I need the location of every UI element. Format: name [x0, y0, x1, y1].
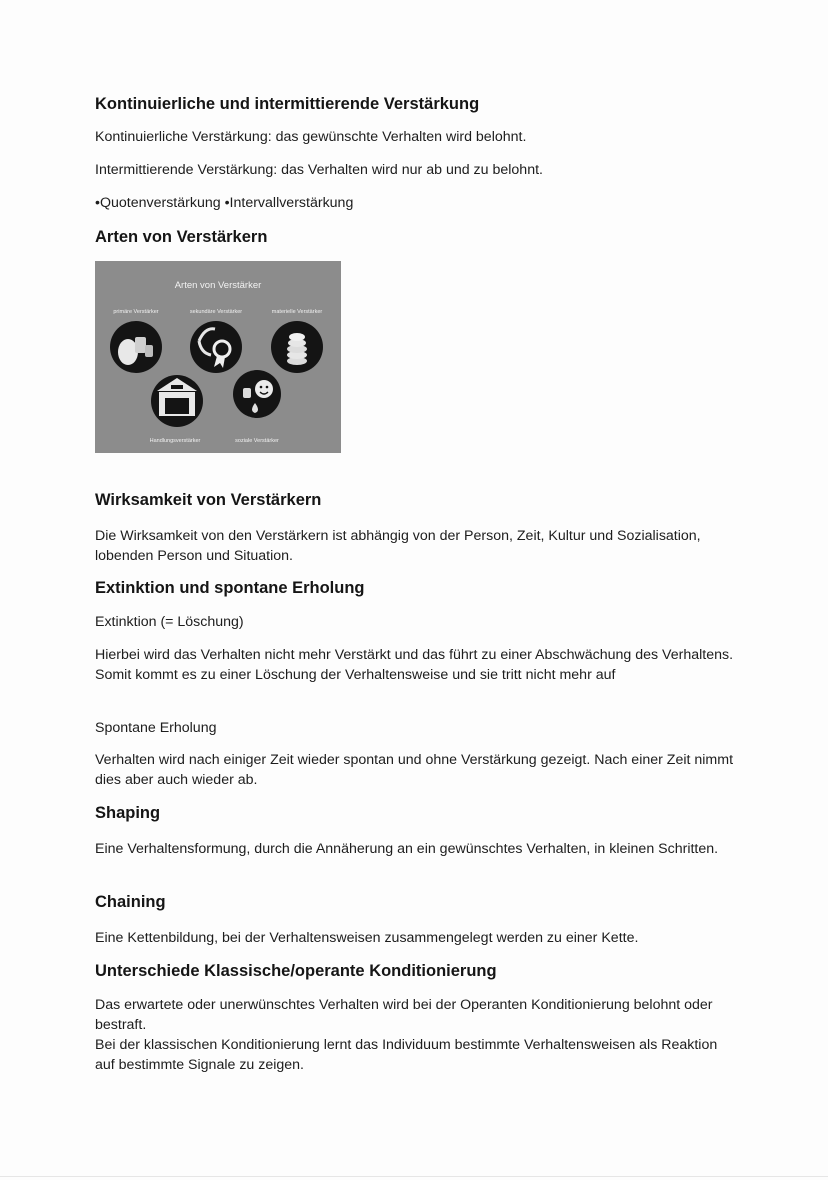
subheading-extinction: Extinktion (= Löschung)	[95, 614, 244, 630]
figure-label-primary: primäre Verstärker	[113, 309, 159, 315]
heading-continuous-intermittent: Kontinuierliche und intermittierende Verstärkung	[95, 95, 480, 113]
food-icon	[110, 321, 162, 373]
paragraph-effectiveness: Die Wirksamkeit von den Verstärkern ist abhängig von der Person, Zeit, Kultur und Sozialisation, lobenden Person und Situation.	[95, 528, 701, 564]
figure-label-material: materielle Verstärker	[271, 309, 323, 315]
subheading-spontaneous-recovery: Spontane Erholung	[95, 720, 217, 736]
coins-icon	[271, 321, 323, 373]
paragraph-intermittent: Intermittierende Verstärkung: das Verhalten wird nur ab und zu belohnt.	[95, 162, 543, 178]
award-icon	[190, 321, 242, 373]
cinema-icon	[151, 375, 203, 427]
figure-label-secondary: sekundäre Verstärker	[189, 309, 243, 315]
paragraph-operant: Das erwartete oder unerwünschtes Verhalten wird bei der Operanten Konditionierung belohnt oder bestraft.	[95, 997, 713, 1033]
figure-title: Arten von Verstärker	[174, 280, 262, 291]
paragraph-classical: Bei der klassischen Konditionierung lernt das Individuum bestimmte Verhaltensweisen als Reaktion auf bestimmte Signale zu zeigen.	[95, 1037, 718, 1073]
paragraph-shaping: Eine Verhaltensformung, durch die Annäherung an ein gewünschtes Verhalten, in kleinen Schritten.	[95, 841, 719, 857]
heading-types-of-reinforcers: Arten von Verstärkern	[95, 228, 268, 246]
social-icon	[233, 370, 281, 418]
heading-chaining: Chaining	[95, 893, 166, 911]
heading-classical-operant-differences: Unterschiede Klassische/operante Konditionierung	[95, 962, 497, 980]
paragraph-chaining: Eine Kettenbildung, bei der Verhaltensweisen zusammengelegt werden zu einer Kette.	[95, 930, 639, 946]
figure-label-social: soziale Verstärker	[235, 438, 279, 444]
page-bottom-edge	[0, 1176, 828, 1177]
heading-shaping: Shaping	[95, 804, 161, 822]
heading-extinction-recovery: Extinktion und spontane Erholung	[95, 579, 365, 597]
paragraph-schedule-types: •Quotenverstärkung •Intervallverstärkung	[95, 195, 354, 211]
reinforcer-types-figure	[95, 261, 341, 453]
paragraph-spontaneous-recovery: Verhalten wird nach einiger Zeit wieder spontan und ohne Verstärkung gezeigt. Nach einer Zeit nimmt dies aber auch wieder ab.	[95, 752, 734, 788]
figure-label-action: Handlungsverstärker	[149, 438, 201, 444]
heading-effectiveness: Wirksamkeit von Verstärkern	[95, 491, 322, 509]
paragraph-continuous: Kontinuierliche Verstärkung: das gewünschte Verhalten wird belohnt.	[95, 129, 527, 145]
paragraph-extinction: Hierbei wird das Verhalten nicht mehr Verstärkt und das führt zu einer Abschwächung des Verhaltens. Somit kommt es zu einer Löschung der Verhaltensweise und sie tritt nicht mehr auf	[95, 647, 734, 683]
